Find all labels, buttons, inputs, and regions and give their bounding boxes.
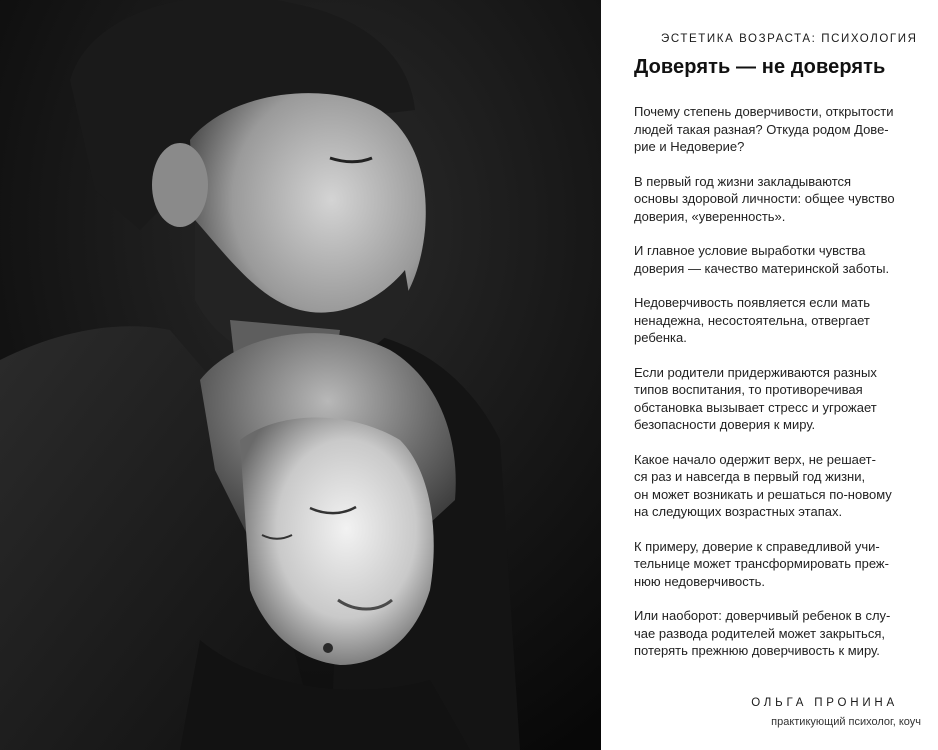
paragraph-line: Или наоборот: доверчивый ребенок в слу- [634, 608, 891, 623]
paragraph [634, 451, 924, 521]
paragraph-line: типов воспитания, то противоречивая [634, 382, 863, 397]
author-name: ОЛЬГА ПРОНИНА [751, 697, 898, 709]
paragraph-line: нюю недоверчивость. [634, 573, 766, 589]
paragraph-line: И главное условие выработки чувства [634, 243, 866, 258]
paragraph-line: обстановка вызывает стресс и угрожает [634, 399, 877, 415]
text-panel [601, 0, 938, 750]
paragraph-line: безопасности доверия к миру. [634, 417, 816, 432]
section-label: ЭСТЕТИКА ВОЗРАСТА: ПСИХОЛОГИЯ [661, 33, 918, 45]
paragraph-line: Недоверчивость появляется если мать [634, 295, 871, 310]
author-role: практикующий психолог, коуч [771, 716, 921, 728]
paragraph-line: потерять прежнюю доверчивость к миру. [634, 643, 880, 658]
paragraph-line: он может возникать и решаться по-новому [634, 486, 892, 502]
paragraph [634, 538, 924, 591]
paragraph-line: ся раз и навсегда в первый год жизни, [634, 469, 866, 484]
paragraph-line: К примеру, доверие к справедливой учи- [634, 538, 880, 554]
article-body [634, 103, 924, 677]
paragraph [634, 364, 924, 434]
paragraph-line: рие и Недоверие? [634, 139, 745, 154]
paragraph-line: Если родители придерживаются разных [634, 364, 877, 380]
paragraph-line: Какое начало одержит верх, не решает- [634, 451, 876, 467]
paragraph-line: доверия, «уверенность». [634, 208, 786, 224]
paragraph-line: Почему степень доверчивости, открытости [634, 104, 894, 119]
paragraph-line: людей такая разная? Откуда родом Дове- [634, 121, 889, 137]
paragraph [634, 103, 924, 156]
paragraph-line: тельнице может трансформировать преж- [634, 556, 889, 571]
paragraph-line: ненадежна, несостоятельна, отвергает [634, 312, 870, 328]
paragraph [634, 173, 924, 226]
paragraph-line: доверия — качество материнской заботы. [634, 260, 890, 276]
article-title: Доверять — не доверять [634, 56, 886, 78]
paragraph [634, 607, 924, 660]
paragraph [634, 242, 924, 277]
paragraph-line: на следующих возрастных этапах. [634, 504, 843, 519]
paragraph-line: ребенка. [634, 330, 687, 345]
paragraph-line: чае развода родителей может закрыться, [634, 625, 885, 641]
paragraph-line: В первый год жизни закладываются [634, 173, 852, 189]
paragraph [634, 294, 924, 347]
paragraph-line: основы здоровой личности: общее чувство [634, 191, 895, 206]
